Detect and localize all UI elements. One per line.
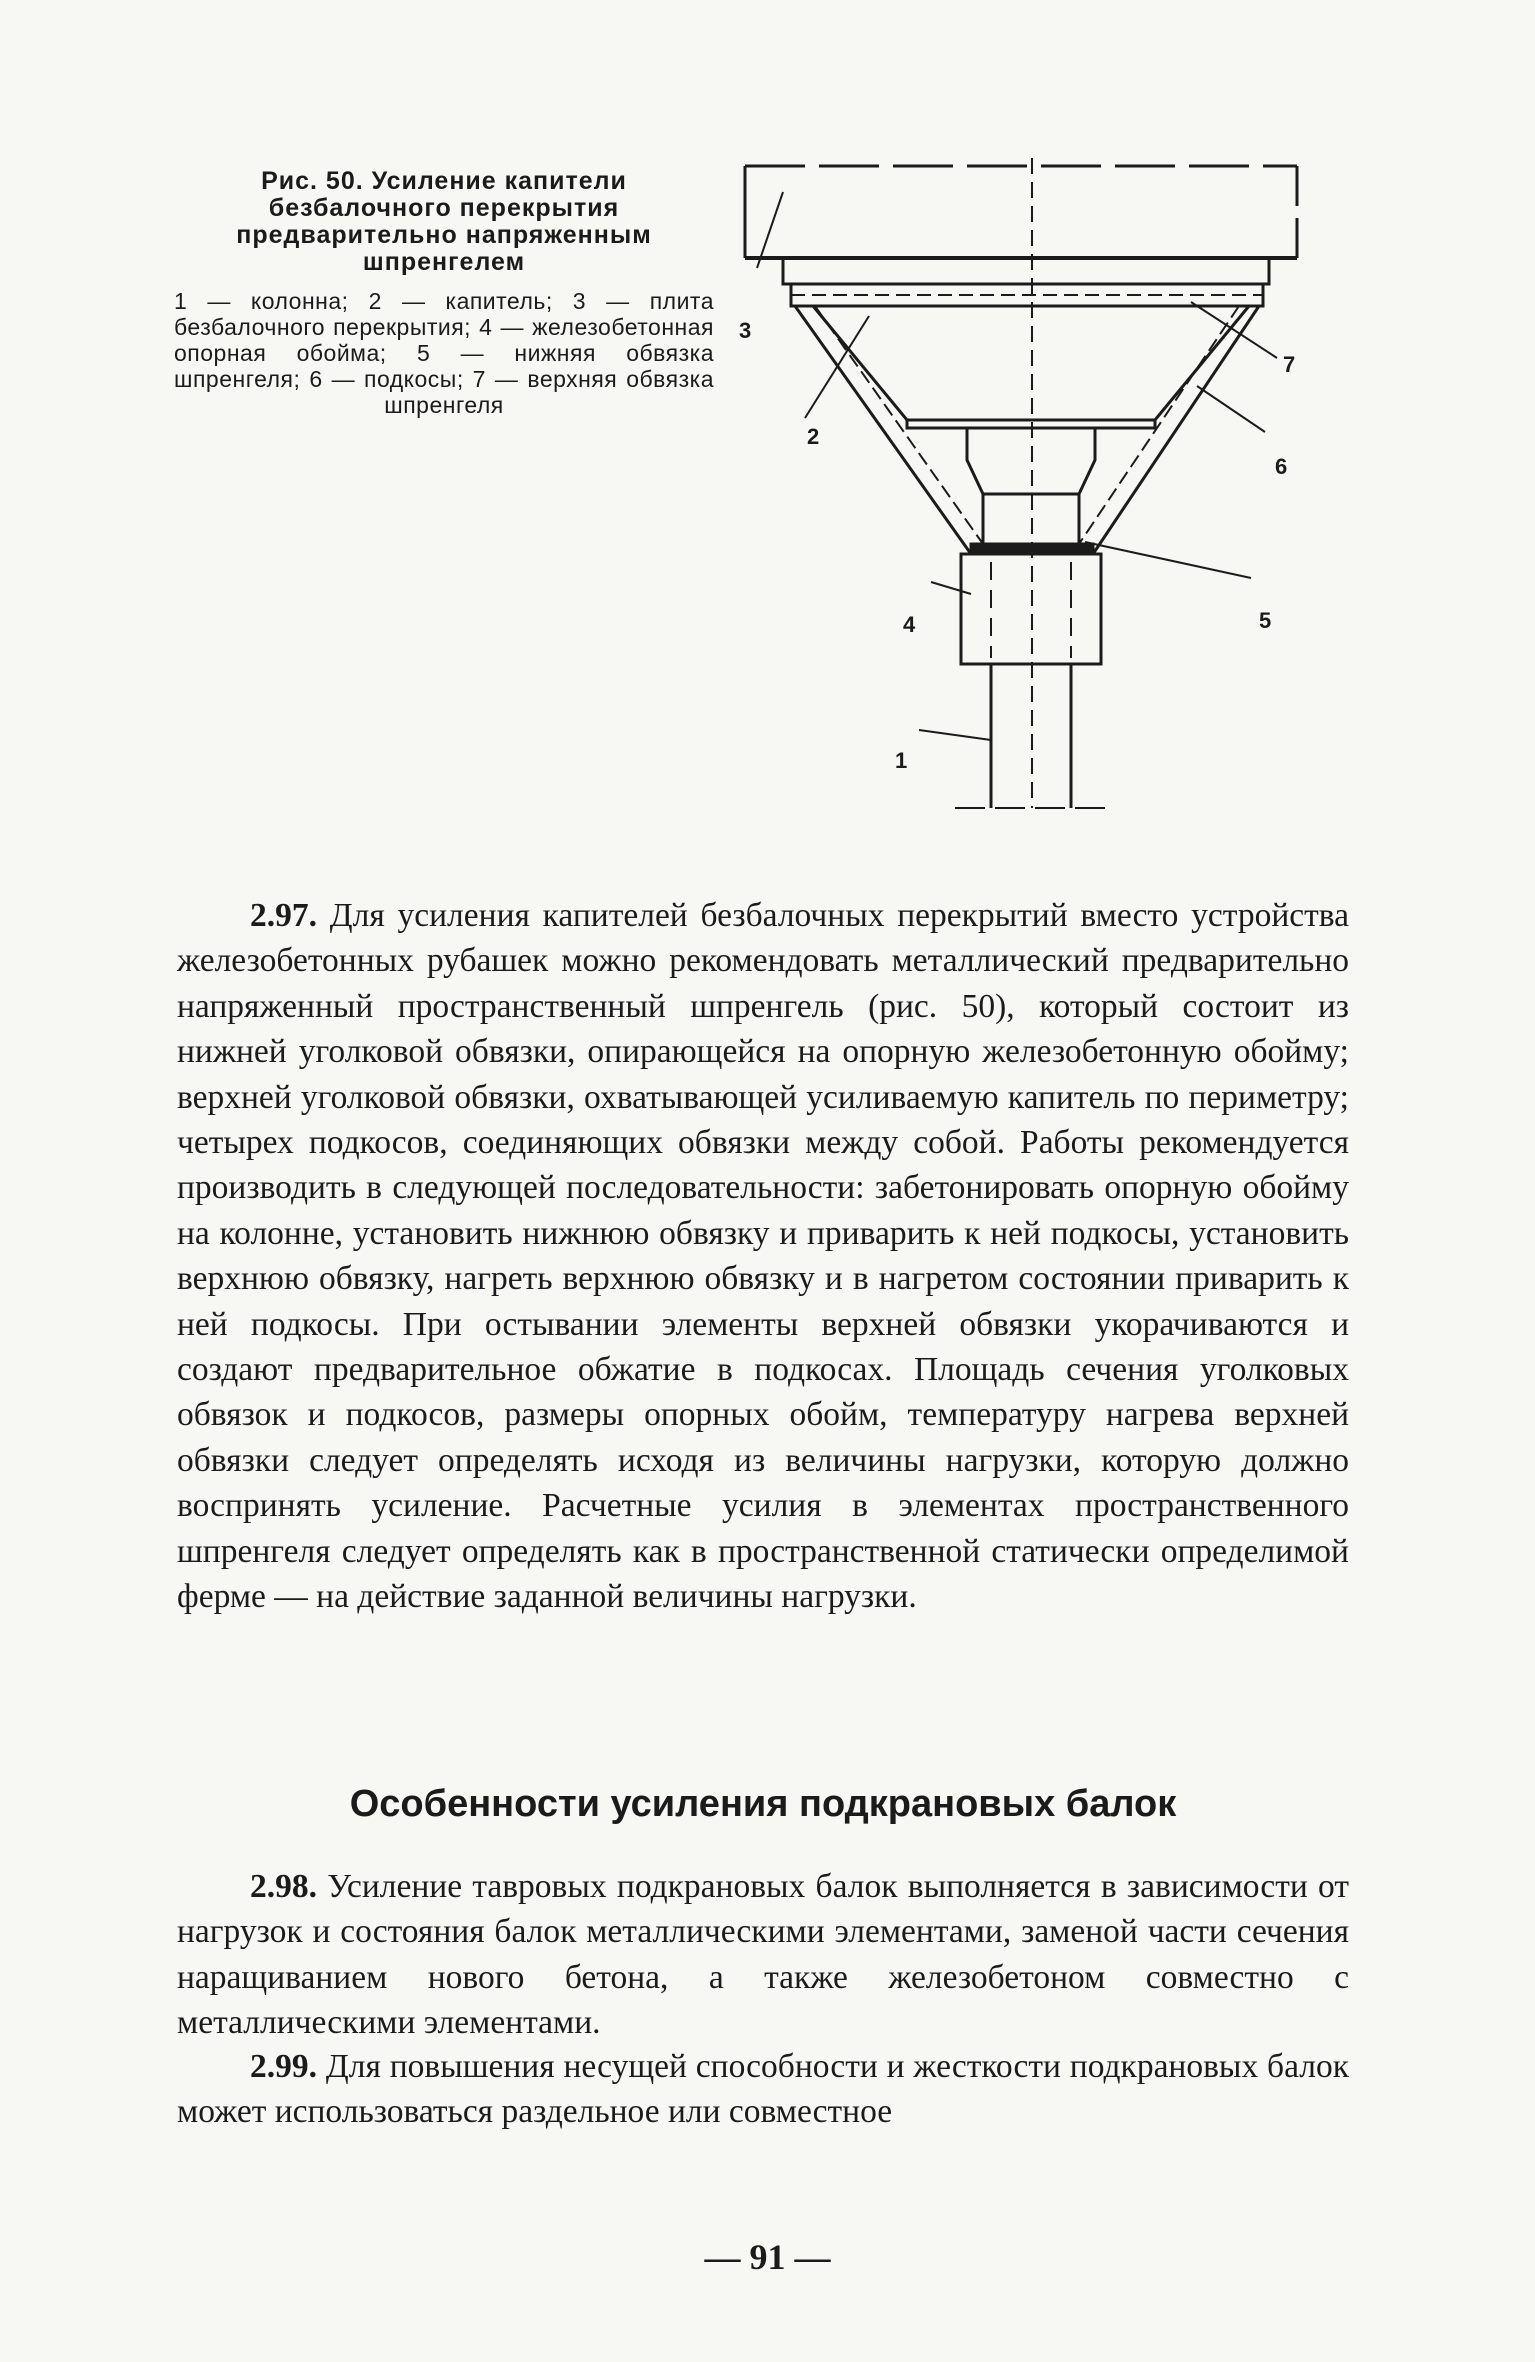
strut-left-outer: [795, 306, 971, 554]
paragraph-text: Для усиления капителей безбалочных перекрытий вместо устройства железобетонных рубашек можно рекомендовать металлический предварительно напряженный пространственный шпренгель (рис. 50), который состоит из нижней уголковой обвязки, опирающейся на опорную железобетонную обойму; верхней уголковой обвязки, охватывающей усиливаемую капитель по периметру; четырех подкосов, соединяющих обвязки между собой. Работы рекомендуется производить в следующей последовательности: забетонировать опорную обойму на колонне, установить нижнюю обвязку и приварить к ней подкосы, установить верхнюю обвязку, нагреть верхнюю обвязку и в нагретом состоянии приварить к ней подкосы. При остывании элементы верхней обвязки укорачиваются и создают предварительное обжатие в подкосах. Площадь сечения уголковых обвязок и подкосов, размеры опорных обойм, температуру нагрева верхней обвязки следует определять исходя из величины нагрузки, которую должно воспринять усиление. Расчетные усилия в элементах пространственного шпренгеля следует определять как в пространственной статически определимой ферме — на действие заданной величины нагрузки.: [177, 897, 1349, 1616]
figure-caption-legend: 1 — колонна; 2 — капитель; 3 — плита безбалочного перекрытия; 4 — железобетонная опорная обойма; 5 — нижняя обвязка шпренгеля; 6 — подкосы; 7 — верхняя обвязка шпренгеля: [174, 288, 714, 418]
paragraph-2-97: [177, 893, 1349, 1620]
paragraph-2-99: [177, 2044, 1349, 2135]
paragraph-text: Для повышения несущей способности и жесткости подкрановых балок может использоваться раздельное или совместное: [177, 2048, 1350, 2131]
paragraph-number: 2.98.: [250, 1868, 317, 1905]
figure-caption: [174, 168, 714, 418]
leader-6: [1197, 386, 1265, 432]
label-5: 5: [1259, 608, 1272, 633]
strut-left-inner: [815, 306, 983, 544]
label-7: 7: [1283, 352, 1296, 377]
paragraph-number: 2.99.: [250, 2048, 317, 2085]
strut-right-inner: [1079, 306, 1239, 544]
figure-caption-title: Рис. 50. Усиление капители безбалочного перекрытия предварительно напряженным шпренгелем: [236, 167, 652, 276]
paragraph-2-98: [177, 1864, 1349, 2046]
paragraph-number: 2.97.: [250, 897, 317, 934]
label-6: 6: [1275, 454, 1288, 479]
section-heading: Особенности усиления подкрановых балок: [349, 1783, 1177, 1825]
paragraph-text: Усиление тавровых подкрановых балок выполняется в зависимости от нагрузок и состояния балок металлическими элементами, заменой части сечения наращиванием нового бетона, а также железобетоном совместно с металлическими элементами.: [177, 1868, 1349, 2042]
strut-right-outer: [1093, 306, 1259, 554]
label-4: 4: [903, 612, 916, 637]
leader-5: [1085, 542, 1251, 578]
label-3: 3: [739, 318, 752, 343]
leader-4: [931, 582, 971, 594]
label-2: 2: [807, 424, 820, 449]
leader-7: [1191, 302, 1277, 358]
upper-binding-frame: [783, 258, 1269, 284]
page-number: — 91 —: [704, 2237, 831, 2277]
label-1: 1: [895, 748, 908, 773]
figure-50-drawing: [735, 158, 1315, 838]
leader-1: [919, 730, 991, 740]
